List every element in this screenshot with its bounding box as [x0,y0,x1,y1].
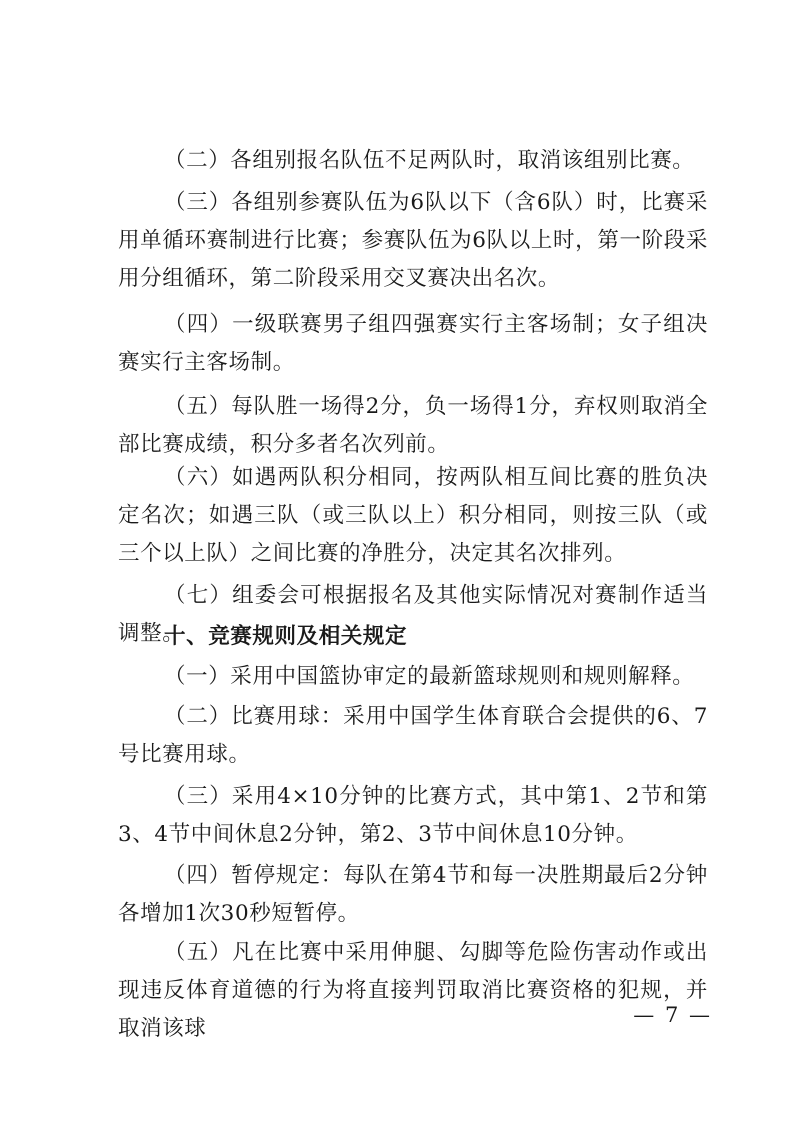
paragraph-five: （五）每队胜一场得2分，负一场得1分，弃权则取消全部比赛成绩，积分多者名次列前。 [118,394,708,457]
paragraph-two: （二）各组别报名队伍不足两队时，取消该组别比赛。 [164,148,695,173]
rule-two: （二）比赛用球：采用中国学生体育联合会提供的6、7号比赛用球。 [118,704,708,767]
rule-four: （四）暂停规定：每队在第4节和每一决胜期最后2分钟各增加1次30秒短暂停。 [118,863,708,926]
paragraph-four: （四）一级联赛男子组四强赛实行主客场制；女子组决赛实行主客场制。 [118,312,708,375]
rule-five: （五）凡在比赛中采用伸腿、勾脚等危险伤害动作或出现违反体育道德的行为将直接判罚取消比赛资格的犯规，并取消该球 [118,940,708,1041]
paragraph-six: （六）如遇两队积分相同，按两队相互间比赛的胜负决定名次；如遇三队（或三队以上）积分相同，则按三队（或三个以上队）之间比赛的净胜分，决定其名次排列。 [118,465,708,566]
paragraph-seven: （七）组委会可根据报名及其他实际情况对赛制作适当调整。 [118,583,708,646]
section-heading: 十、竞赛规则及相关规定 [164,624,408,649]
rule-one: （一）采用中国篮协审定的最新篮球规则和规则解释。 [164,664,695,689]
rule-three: （三）采用4×10分钟的比赛方式，其中第1、2节和第3、4节中间休息2分钟，第2、3节中间休息10分钟。 [118,784,708,847]
page-number: — 7 — [633,1003,712,1027]
paragraph-three: （三）各组别参赛队伍为6队以下（含6队）时，比赛采用单循环赛制进行比赛；参赛队伍为6队以上时，第一阶段采用分组循环，第二阶段采用交叉赛决出名次。 [118,190,708,291]
